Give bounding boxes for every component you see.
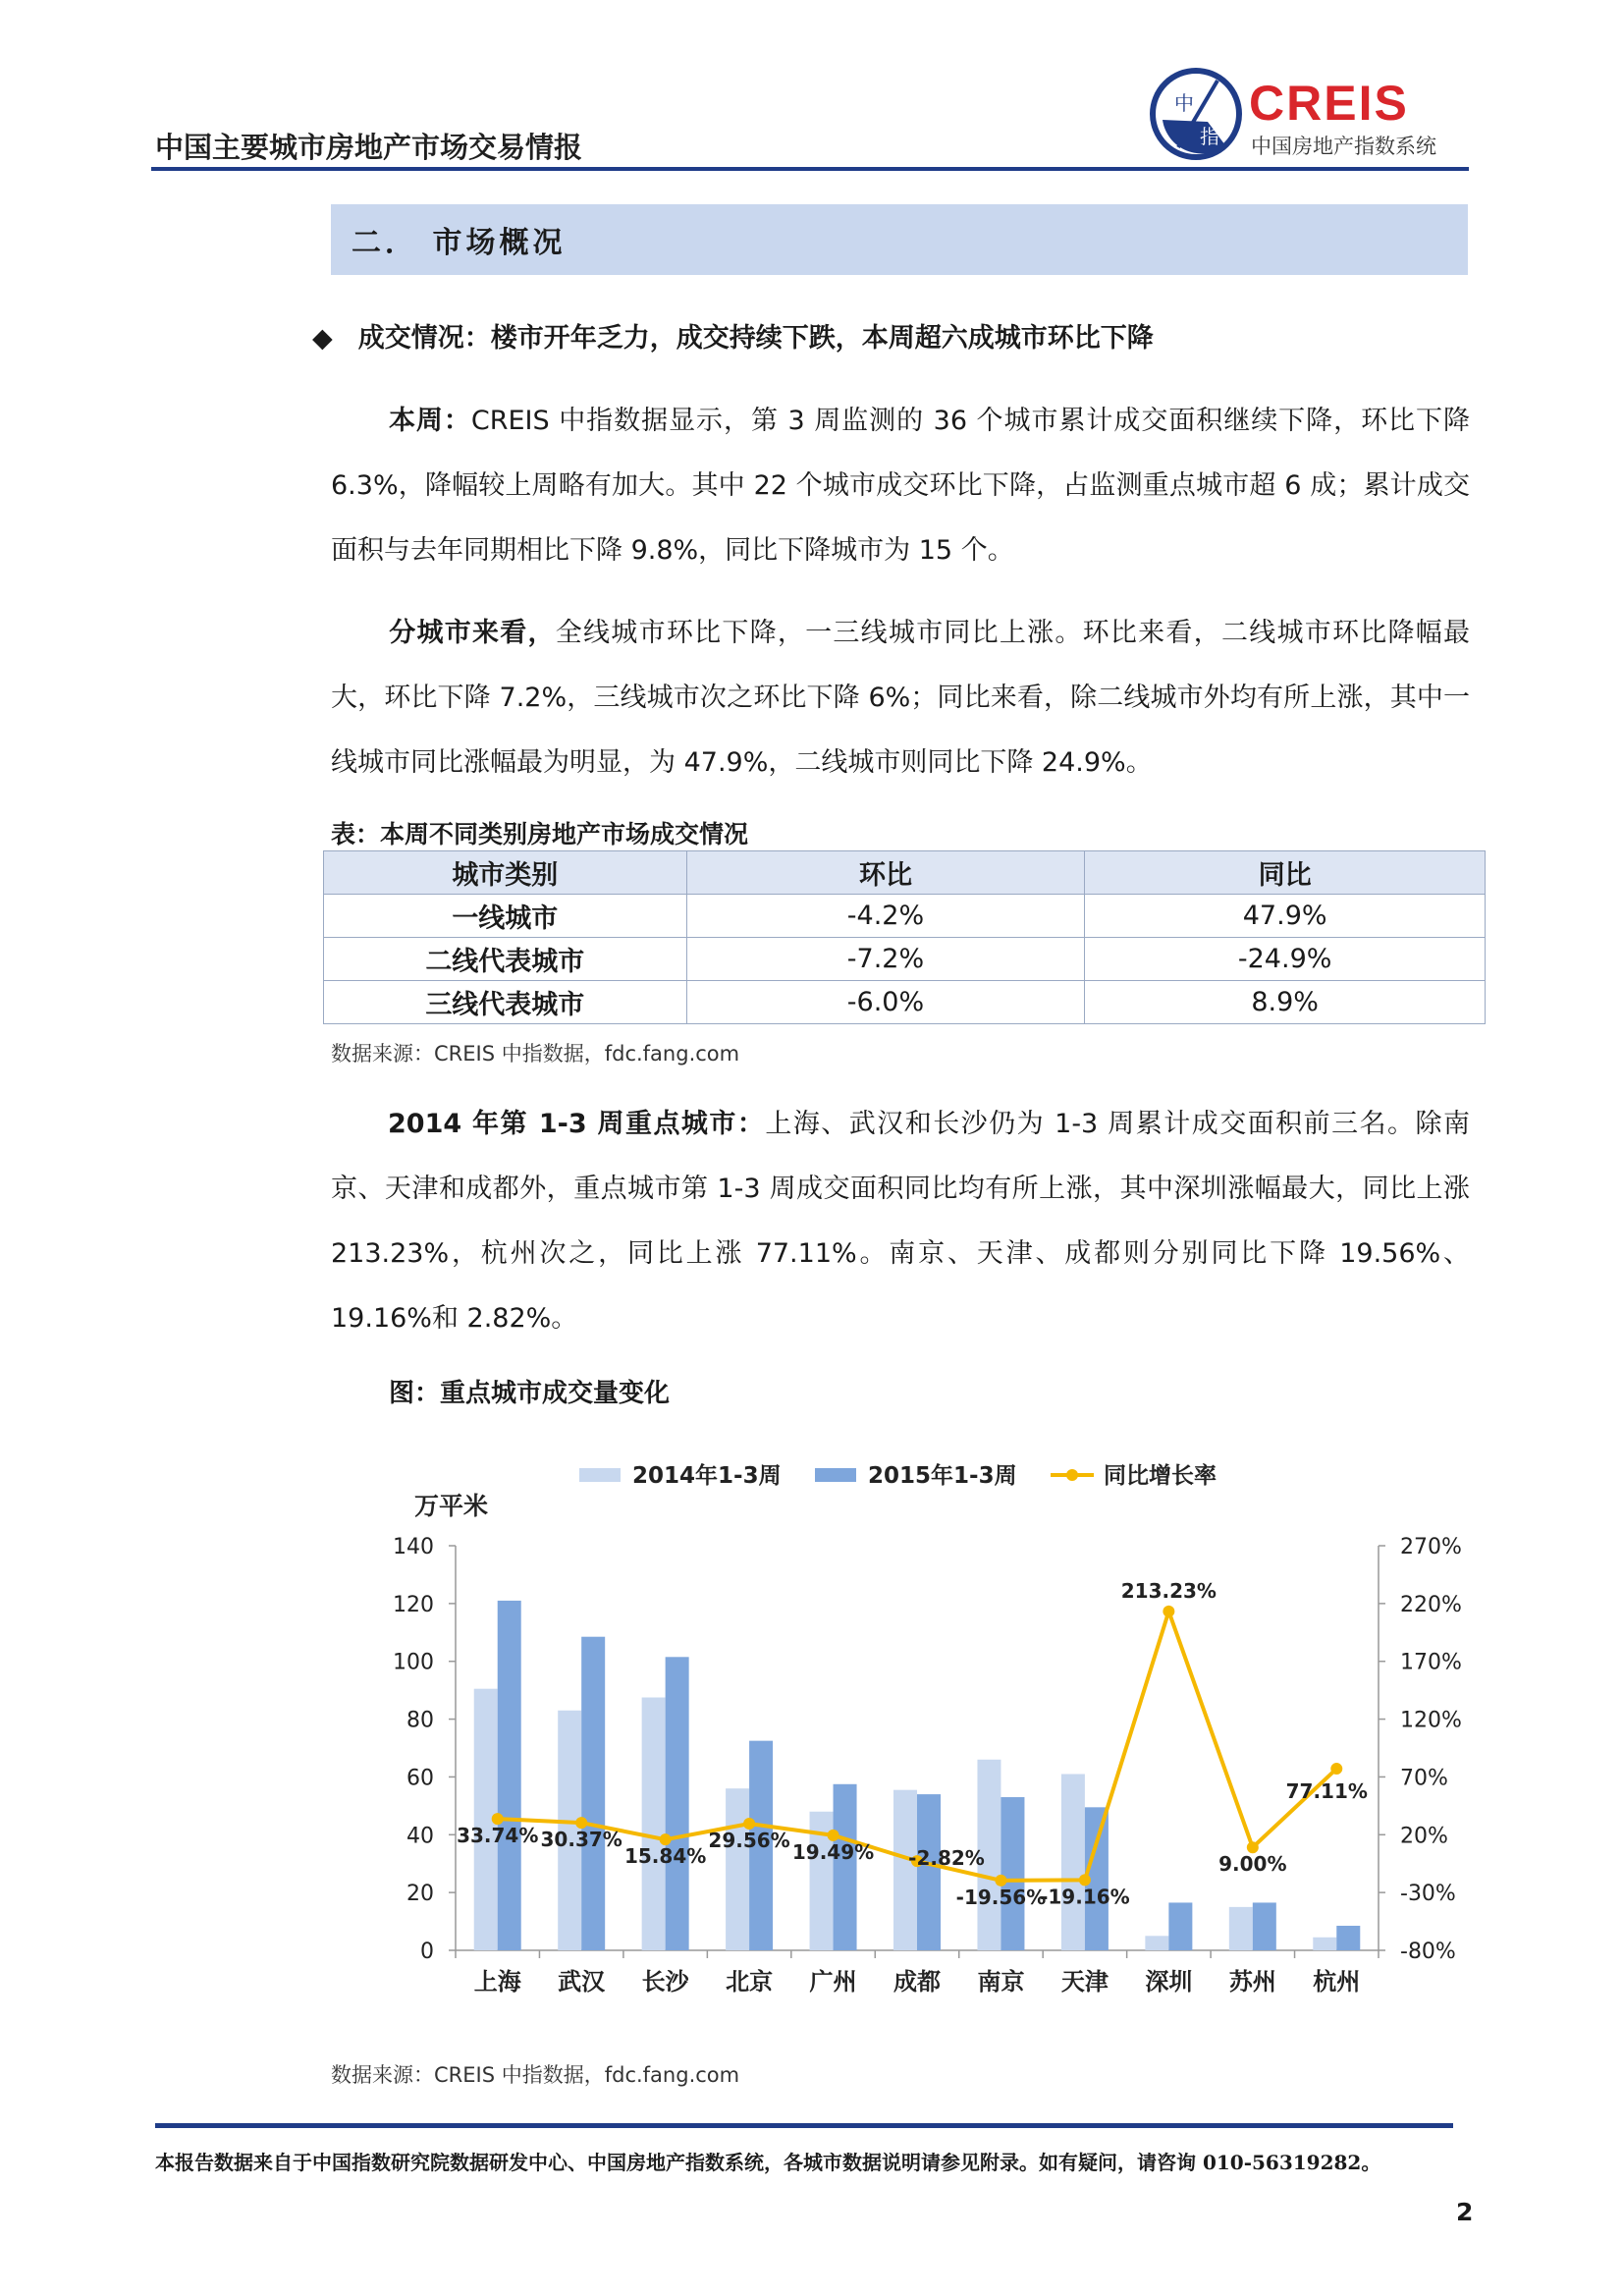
table-caption: 表：本周不同类别房地产市场成交情况	[331, 820, 749, 848]
y-tick-label-left: 0	[420, 1940, 434, 1964]
bar	[917, 1794, 941, 1950]
table-cell: 8.9%	[1085, 981, 1486, 1024]
x-tick-label: 杭州	[1313, 1967, 1361, 1995]
bar	[1001, 1797, 1024, 1950]
y-tick-label-left: 20	[406, 1882, 434, 1907]
y-tick-label-left: 40	[406, 1824, 434, 1849]
diamond-bullet-icon: ◆	[312, 323, 333, 354]
bar	[1168, 1902, 1192, 1950]
table-header-cell: 城市类别	[324, 851, 687, 895]
footer-note: 本报告数据来自于中国指数研究院数据研发中心、中国房地产指数系统，各城市数据说明请参见附录。如有疑问，请咨询 010-56319282。	[155, 2151, 1381, 2174]
y-tick-label-right: -80%	[1400, 1940, 1456, 1964]
section-title: 二． 市场概况	[352, 226, 567, 260]
growth-rate-label: 15.84%	[623, 1844, 707, 1869]
y-tick-label-left: 60	[406, 1766, 434, 1791]
x-tick-label: 武汉	[558, 1967, 606, 1995]
legend-label: 2015年1-3周	[868, 1463, 1017, 1489]
logo-badge-top: 中	[1174, 91, 1194, 115]
paragraph-key-cities-body: 上海、武汉和长沙仍为 1-3 周累计成交面积前三名。除南京、天津和成都外，重点城市第 1-3 周成交面积同比均有所上涨，其中深圳涨幅最大，同比上涨 213.23%，杭州次之，同比上涨 77.11%。南京、天津、成都则分别同比下降 19.56%、19.16%和 2.82%。	[331, 1109, 1470, 1334]
table-cell: 二线代表城市	[324, 938, 687, 981]
legend-label: 同比增长率	[1104, 1463, 1217, 1489]
bar	[1253, 1902, 1276, 1950]
bar	[834, 1784, 857, 1950]
table-header-cell: 环比	[686, 851, 1085, 895]
growth-rate-point	[1163, 1606, 1174, 1617]
y-tick-label-right: 20%	[1400, 1824, 1448, 1849]
page-number: 2	[1456, 2198, 1474, 2226]
key-cities-chart	[373, 1446, 1483, 2015]
table-cell: 47.9%	[1085, 895, 1486, 938]
bar	[642, 1698, 666, 1951]
x-tick-label: 广州	[809, 1967, 857, 1995]
growth-rate-label: 213.23%	[1120, 1578, 1217, 1603]
table-row	[324, 938, 1486, 981]
footer-rule	[155, 2123, 1453, 2128]
figure-caption: 图：重点城市成交量变化	[389, 1379, 671, 1408]
growth-rate-label: 77.11%	[1285, 1779, 1368, 1804]
growth-rate-label: -19.56%	[955, 1885, 1047, 1909]
bullet-heading	[312, 316, 1154, 355]
x-tick-label: 天津	[1060, 1967, 1109, 1995]
x-tick-label: 南京	[977, 1967, 1025, 1995]
y-tick-label-left: 80	[406, 1708, 434, 1733]
legend-marker	[1066, 1469, 1078, 1481]
table-cell: 一线城市	[324, 895, 687, 938]
growth-rate-label: -2.82%	[908, 1846, 985, 1871]
header-rule	[151, 167, 1469, 171]
paragraph-weekly-lead: 本周：	[388, 406, 471, 436]
bullet-heading-text: 成交情况：楼市开年乏力，成交持续下跌，本周超六成城市环比下降	[357, 323, 1154, 354]
bar	[666, 1657, 689, 1950]
growth-rate-label: 33.74%	[457, 1824, 539, 1848]
paragraph-by-city-body: 全线城市环比下降，一三线城市同比上涨。环比来看，二线城市环比降幅最大，环比下降 7.2%，三线城市次之环比下降 6%；同比来看，除二线城市外均有所上涨，其中一线城市同比涨幅最为明显，为 47.9%，二线城市则同比下降 24.9%。	[331, 618, 1471, 778]
y-tick-label-right: 270%	[1400, 1535, 1462, 1559]
x-tick-label: 北京	[726, 1967, 774, 1995]
logo-tagline: 中国房地产指数系统	[1251, 135, 1436, 158]
logo-badge-bottom: 指	[1200, 125, 1219, 148]
growth-rate-label: 19.49%	[791, 1839, 875, 1864]
table-source: 数据来源：CREIS 中指数据，fdc.fang.com	[331, 1042, 740, 1066]
x-tick-label: 成都	[893, 1967, 941, 1995]
growth-rate-label: 29.56%	[708, 1829, 790, 1853]
growth-rate-label: 30.37%	[540, 1828, 622, 1852]
y-tick-label-left: 140	[393, 1535, 434, 1559]
logo-brand: CREIS	[1249, 76, 1409, 131]
table-row	[324, 981, 1486, 1024]
legend-swatch	[815, 1468, 856, 1482]
x-tick-label: 苏州	[1228, 1967, 1276, 1995]
bar	[1229, 1907, 1253, 1950]
paragraph-by-city	[331, 601, 1470, 795]
report-title: 中国主要城市房地产市场交易情报	[155, 131, 583, 164]
table-row	[324, 895, 1486, 938]
growth-rate-point	[1330, 1763, 1342, 1775]
bar	[581, 1637, 605, 1950]
table-cell: -4.2%	[686, 895, 1085, 938]
table-cell: -6.0%	[686, 981, 1085, 1024]
city-tier-table	[323, 850, 1486, 1024]
x-tick-label: 上海	[473, 1967, 521, 1995]
table-header-cell: 同比	[1085, 851, 1486, 895]
y-tick-label-right: 120%	[1400, 1708, 1462, 1733]
y-tick-label-right: 70%	[1400, 1766, 1448, 1791]
legend-swatch	[579, 1468, 621, 1482]
x-tick-label: 长沙	[641, 1967, 689, 1995]
y-tick-label-left: 100	[393, 1650, 434, 1675]
bar	[498, 1601, 521, 1950]
y-tick-label-right: -30%	[1400, 1882, 1456, 1907]
paragraph-key-cities-lead: 2014 年第 1-3 周重点城市：	[388, 1109, 766, 1139]
paragraph-by-city-lead: 分城市来看，	[388, 618, 556, 648]
bar	[1336, 1926, 1360, 1950]
growth-rate-label: 9.00%	[1218, 1852, 1287, 1877]
bar	[726, 1788, 749, 1950]
table-cell: -7.2%	[686, 938, 1085, 981]
table-cell: 三线代表城市	[324, 981, 687, 1024]
table-header-row	[324, 851, 1486, 895]
y-tick-label-left: 120	[393, 1592, 434, 1617]
y-axis-title: 万平米	[414, 1492, 489, 1520]
figure-source: 数据来源：CREIS 中指数据，fdc.fang.com	[331, 2063, 740, 2087]
paragraph-weekly	[331, 389, 1470, 583]
bar	[1061, 1774, 1085, 1950]
bar	[1145, 1936, 1168, 1950]
table-cell: -24.9%	[1085, 938, 1486, 981]
bar	[1313, 1938, 1336, 1950]
y-tick-label-right: 220%	[1400, 1592, 1462, 1617]
bar	[893, 1790, 917, 1950]
growth-rate-label: -19.16%	[1040, 1885, 1130, 1909]
legend-label: 2014年1-3周	[632, 1463, 782, 1489]
y-tick-label-right: 170%	[1400, 1650, 1462, 1675]
paragraph-key-cities	[331, 1092, 1470, 1351]
creis-logo	[1149, 63, 1473, 171]
x-tick-label: 深圳	[1145, 1967, 1193, 1995]
paragraph-weekly-body: CREIS 中指数据显示，第 3 周监测的 36 个城市累计成交面积继续下降，环比下降 6.3%，降幅较上周略有加大。其中 22 个城市成交环比下降，占监测重点城市超 6 成；累计成交面积与去年同期相比下降 9.8%，同比下降城市为 15 个。	[331, 406, 1470, 566]
